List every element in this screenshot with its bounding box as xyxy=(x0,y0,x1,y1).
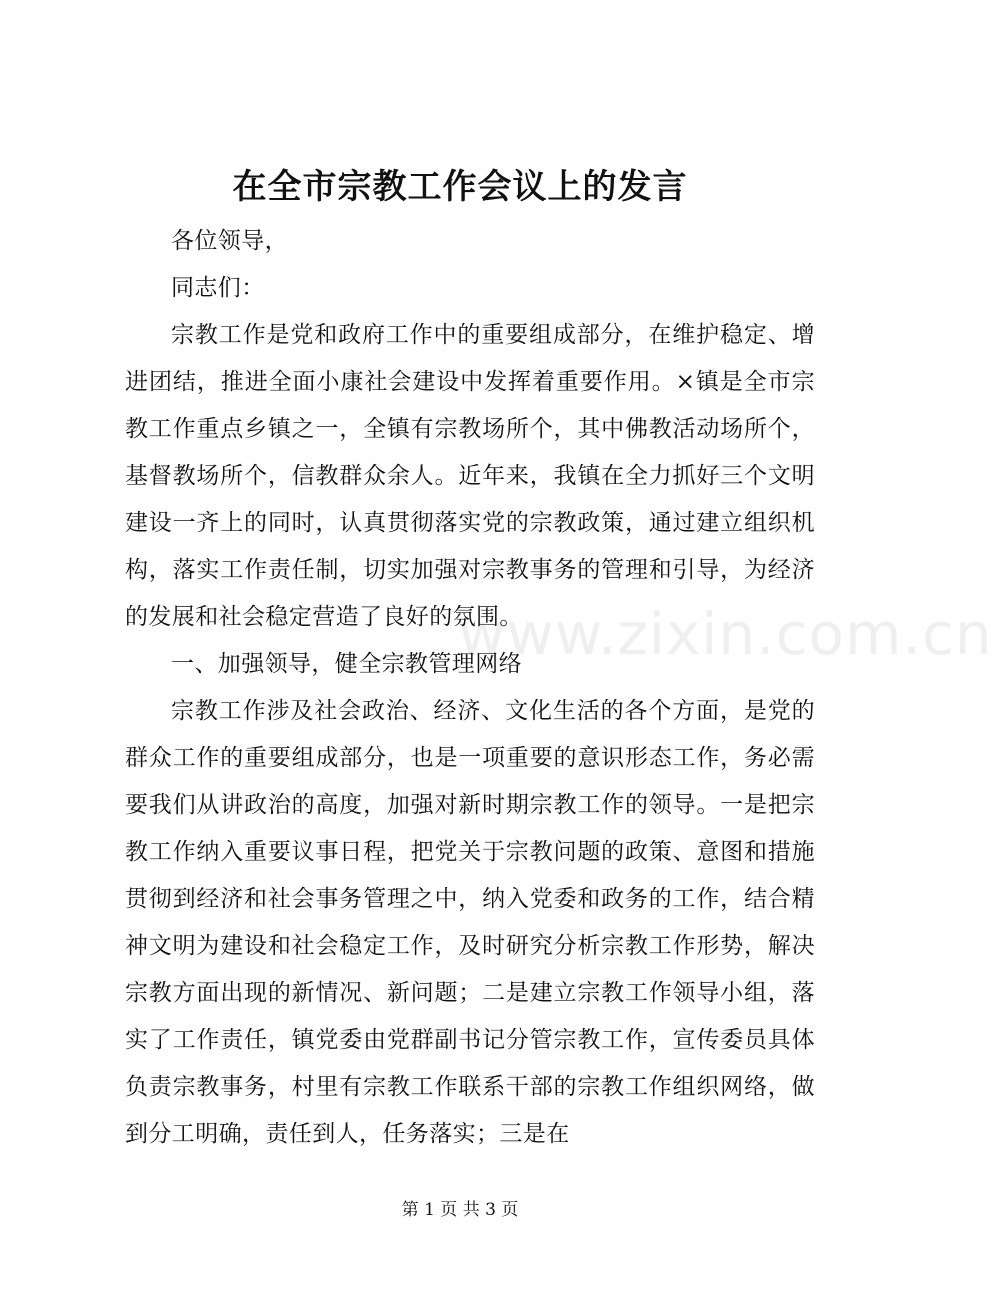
section-heading-1: 一、加强领导，健全宗教管理网络 xyxy=(171,651,522,677)
intro-paragraph: 宗教工作是党和政府工作中的重要组成部分，在维护稳定、增进团结，推进全面小康社会建设中发挥着重要作用。×镇是全市宗教工作重点乡镇之一，全镇有宗教场所个，其中佛教活动场所个，基督教场所个，信教群众余人。近年来，我镇在全力抓好三个文明建设一齐上的同时，认真贯彻落实党的宗教政策，通过建立组织机构，落实工作责任制，切实加强对宗教事务的管理和引导，为经济的发展和社会稳定营造了良好的氛围。 xyxy=(125,322,815,630)
salutation-leaders: 各位领导， xyxy=(171,228,288,254)
salutation-comrades: 同志们： xyxy=(171,275,265,301)
watermark-text: www.zixin.com.cn xyxy=(458,600,993,668)
section-1-paragraph: 宗教工作涉及社会政治、经济、文化生活的各个方面，是党的群众工作的重要组成部分，也是一项重要的意识形态工作，务必需要我们从讲政治的高度，加强对新时期宗教工作的领导。一是把宗教工作纳入重要议事日程，把党关于宗教问题的政策、意图和措施贯彻到经济和社会事务管理之中，纳入党委和政务的工作，结合精神文明为建设和社会稳定工作，及时研究分析宗教工作形势，解决宗教方面出现的新情况、新问题；二是建立宗教工作领导小组，落实了工作责任，镇党委由党群副书记分管宗教工作，宣传委员具体负责宗教事务，村里有宗教工作联系干部的宗教工作组织网络，做到分工明确，责任到人，任务落实；三是在 xyxy=(125,698,815,1147)
page-footer: 第 1 页 共 3 页 xyxy=(401,1200,519,1220)
document-title: 在全市宗教工作会议上的发言 xyxy=(232,167,688,207)
document-body xyxy=(125,218,815,1158)
